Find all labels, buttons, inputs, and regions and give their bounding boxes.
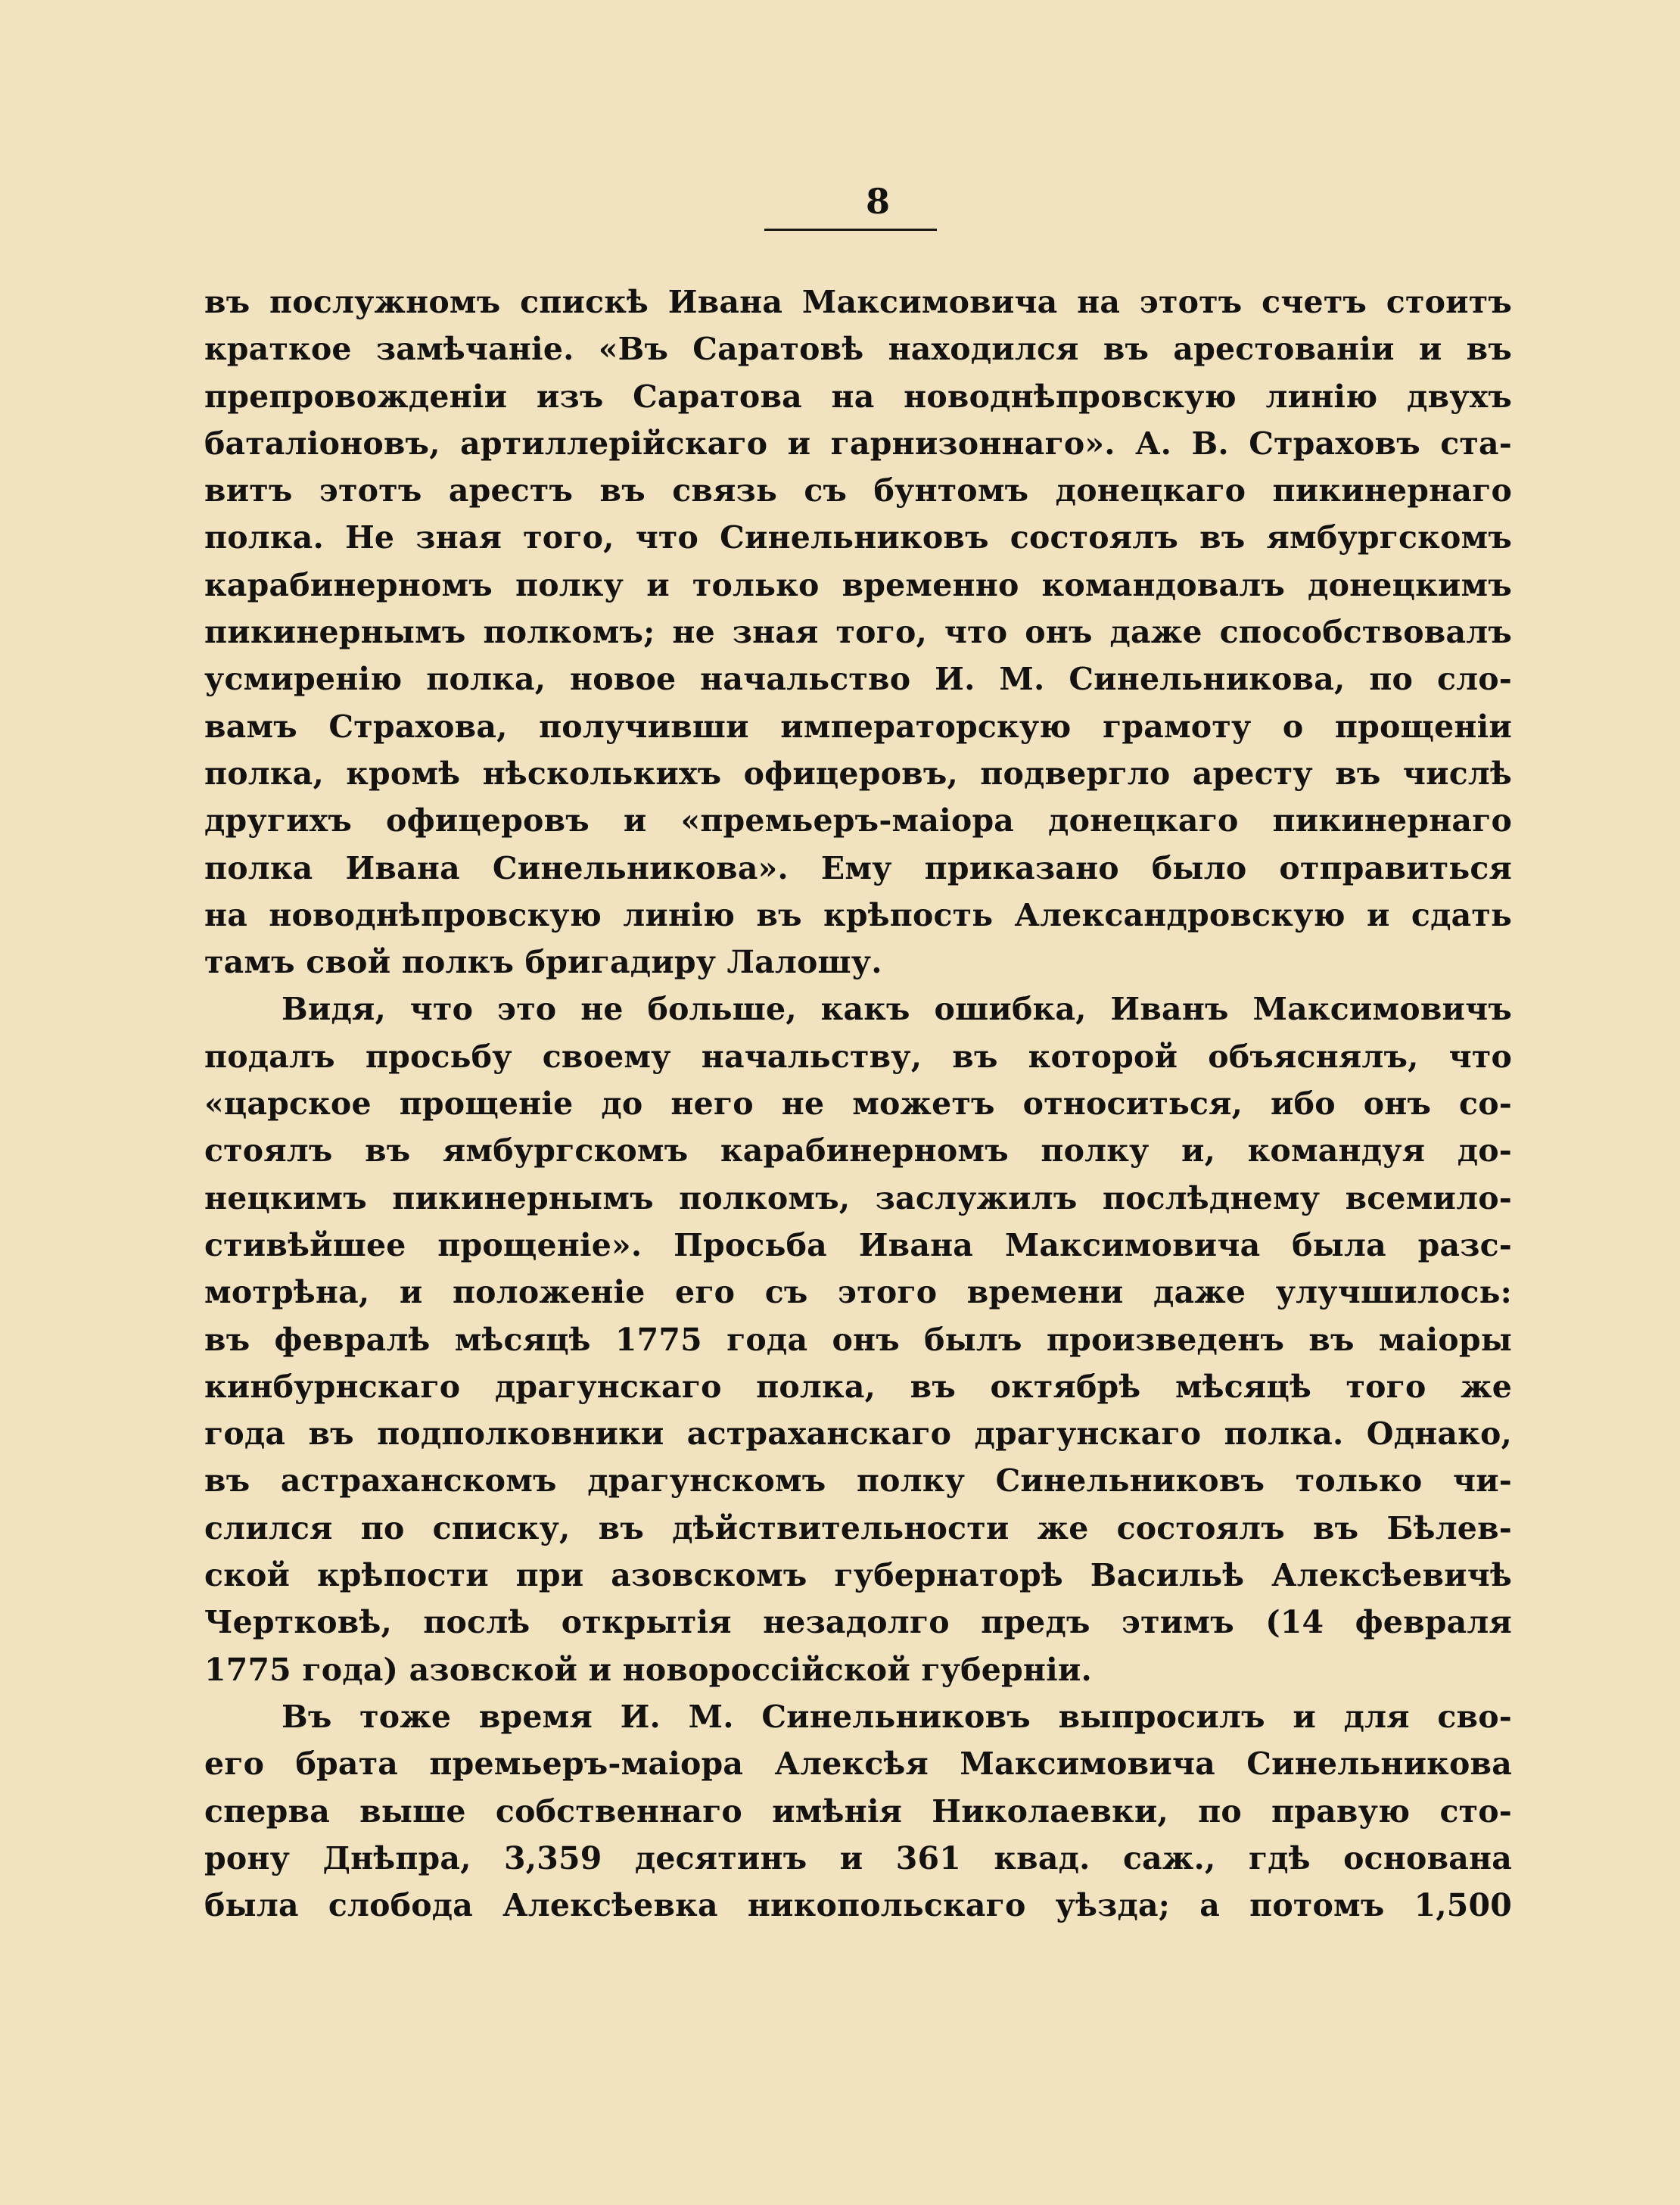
text-line: пикинернымъ полкомъ; не зная того, что онъ даже способствовалъ [204,614,1512,651]
page-number: 8 [865,181,890,222]
text-line: Видя, что это не больше, какъ ошибка, Иванъ Максимовичъ [282,991,1512,1028]
page-number-rule [764,229,937,231]
text-line: витъ этотъ арестъ въ связь съ бунтомъ донецкаго пикинернаго [204,472,1512,509]
text-line: тамъ свой полкъ бригадиру Лалошу. [204,944,882,981]
text-line: Въ тоже время И. М. Синельниковъ выпросилъ и для сво- [282,1698,1512,1735]
text-line: слился по списку, въ дѣйствительности же состоялъ въ Бѣлев- [204,1509,1512,1546]
text-line: кинбурнскаго драгунскаго полка, въ октябрѣ мѣсяцѣ того же [204,1368,1512,1405]
text-line: его брата премьеръ-маіора Алексѣя Максимовича Синельникова [204,1746,1512,1783]
text-line: препровожденіи изъ Саратова на новоднѣпровскую линію двухъ [204,378,1512,415]
text-line: нецкимъ пикинернымъ полкомъ, заслужилъ послѣднему всемило- [204,1179,1512,1216]
text-line: въ февралѣ мѣсяцѣ 1775 года онъ былъ произведенъ въ маіоры [204,1321,1512,1358]
text-line: 1775 года) азовской и новороссійской губерніи. [204,1651,1092,1688]
text-line: рону Днѣпра, 3,359 десятинъ и 361 квад. саж., гдѣ основана [204,1839,1512,1876]
text-line: карабинерномъ полку и только временно командовалъ донецкимъ [204,566,1512,603]
text-line: полка Ивана Синельникова». Ему приказано было отправиться [204,849,1512,886]
text-line: подалъ просьбу своему начальству, въ которой объяснялъ, что [204,1038,1512,1075]
text-line: въ астраханскомъ драгунскомъ полку Синельниковъ только чи- [204,1462,1512,1500]
text-line: Чертковѣ, послѣ открытія незадолго предъ этимъ (14 февраля [204,1604,1512,1641]
text-line: краткое замѣчаніе. «Въ Саратовѣ находился въ арестованіи и въ [204,331,1512,368]
text-line: была слобода Алексѣевка никопольскаго уѣзда; а потомъ 1,500 [204,1887,1512,1924]
text-line: «царское прощеніе до него не можетъ относиться, ибо онъ со- [204,1085,1512,1123]
text-line: стоялъ въ ямбургскомъ карабинерномъ полку и, командуя до- [204,1132,1512,1169]
text-line: полка, кромѣ нѣсколькихъ офицеровъ, подвергло аресту въ числѣ [204,755,1512,792]
text-line: другихъ офицеровъ и «премьеръ-маіора донецкаго пикинернаго [204,802,1512,839]
text-line: вамъ Страхова, получивши императорскую грамоту о прощеніи [204,708,1512,745]
text-line: года въ подполковники астраханскаго драгунскаго полка. Однако, [204,1415,1512,1453]
text-line: стивѣйшее прощеніе». Просьба Ивана Максимовича была разс- [204,1226,1512,1263]
text-line: мотрѣна, и положеніе его съ этого времени даже улучшилось: [204,1274,1512,1311]
text-line: полка. Не зная того, что Синельниковъ состоялъ въ ямбургскомъ [204,519,1512,556]
text-line: баталіоновъ, артиллерійскаго и гарнизоннаго». А. В. Страховъ ста- [204,425,1512,462]
text-line: усмиренію полка, новое начальство И. М. Синельникова, по сло- [204,661,1512,698]
text-line: въ послужномъ спискѣ Ивана Максимовича на этотъ счетъ стоитъ [204,284,1512,320]
text-line: ской крѣпости при азовскомъ губернаторѣ Васильѣ Алексѣевичѣ [204,1557,1512,1594]
text-line: сперва выше собственнаго имѣнія Николаевки, по правую сто- [204,1792,1512,1830]
text-line: на новоднѣпровскую линію въ крѣпость Александровскую и сдать [204,896,1512,933]
body-text [204,279,1512,1929]
